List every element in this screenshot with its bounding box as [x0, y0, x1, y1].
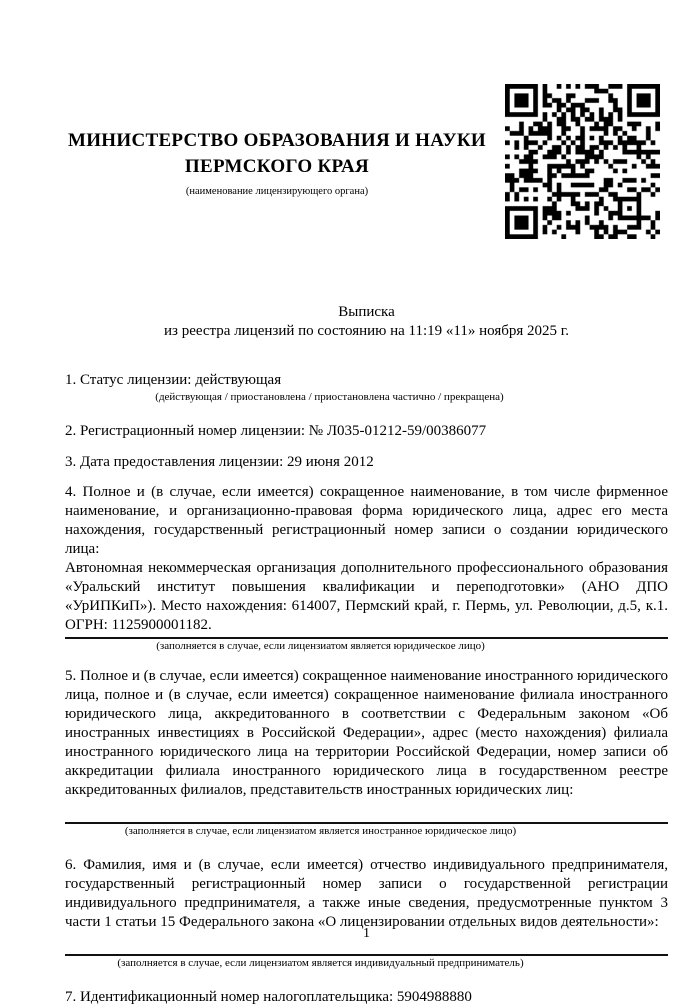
field-individual-entrepreneur-caption: (заполняется в случае, если лицензиатом является индивидуальный предприниматель)	[117, 957, 524, 969]
ministry-name-line2: ПЕРМСКОГО КРАЯ	[184, 156, 370, 177]
field-license-date: 3. Дата предоставления лицензии: 29 июня 2012	[65, 454, 374, 470]
field-foreign-entity	[65, 667, 668, 838]
field-legal-entity-label: 4. Полное и (в случае, если имеется) сокращенное наименование, в том числе фирменное наименование, и организационно-правовая форма юридического лица, адрес его места нахождения, государственный регистрационный номер записи о создании юридического лица:	[65, 484, 668, 557]
field-license-status: 1. Статус лицензии: действующая	[65, 372, 282, 388]
field-legal-entity	[65, 483, 668, 653]
field-foreign-entity-label: 5. Полное и (в случае, если имеется) сокращенное наименование иностранного юридического лица, полное и (в случае, если имеется) сокращенное наименование филиала иностранного юридического лица, аккредитованного в соответствии с Федеральным законом «Об иностранных инвестициях в Российской Федерации», адрес (место нахождения) филиала иностранного юридического лица на территории Российской Федерации, номер записи об аккредитации филиала иностранного юридического лица в государственном реестре аккредитованных филиалов, представительств иностранных юридических лиц:	[65, 668, 668, 798]
field-legal-entity-caption: (заполняется в случае, если лицензиатом является юридическое лицо)	[156, 640, 485, 652]
ministry-caption: (наименование лицензирующего органа)	[185, 186, 369, 197]
ministry-name-line1: МИНИСТЕРСТВО ОБРАЗОВАНИЯ И НАУКИ	[67, 130, 487, 151]
field-foreign-entity-blank	[65, 800, 668, 820]
document-body	[65, 303, 668, 1007]
field-legal-entity-value: Автономная некоммерческая организация дополнительного профессионального образования «Уральский институт повышения квалификации и переподготовки» (АНО ДПО «УрИПКиП»). Место нахождения: 614007, Пермский край, г. Пермь, ул. Революции, д.5, к.1. ОГРН: 1125900001182.	[65, 560, 668, 633]
field-individual-entrepreneur-label: 6. Фамилия, имя и (в случае, если имеется) отчество индивидуального предпринимателя, государственный регистрационный номер записи о государственной регистрации индивидуального предпринимателя, а также иные сведения, предусмотренные пунктом 3 части 1 статьи 15 Федерального закона «О лицензировании отдельных видов деятельности»:	[65, 857, 668, 930]
qr-code-icon	[505, 84, 660, 239]
licensing-authority-header	[65, 128, 489, 198]
doc-title: Выписка	[338, 304, 395, 320]
field-taxpayer-number: 7. Идентификационный номер налогоплательщика: 5904988880	[65, 989, 472, 1005]
doc-subtitle: из реестра лицензий по состоянию на 11:19 «11» ноября 2025 г.	[164, 323, 569, 339]
page-number: 1	[363, 926, 370, 941]
field-registration-number: 2. Регистрационный номер лицензии: № Л035-01212-59/00386077	[65, 423, 487, 439]
field-foreign-entity-caption: (заполняется в случае, если лицензиатом является иностранное юридическое лицо)	[124, 825, 517, 837]
field-license-status-caption: (действующая / приостановлена / приостановлена частично / прекращена)	[155, 391, 504, 403]
field-individual-entrepreneur	[65, 856, 668, 970]
